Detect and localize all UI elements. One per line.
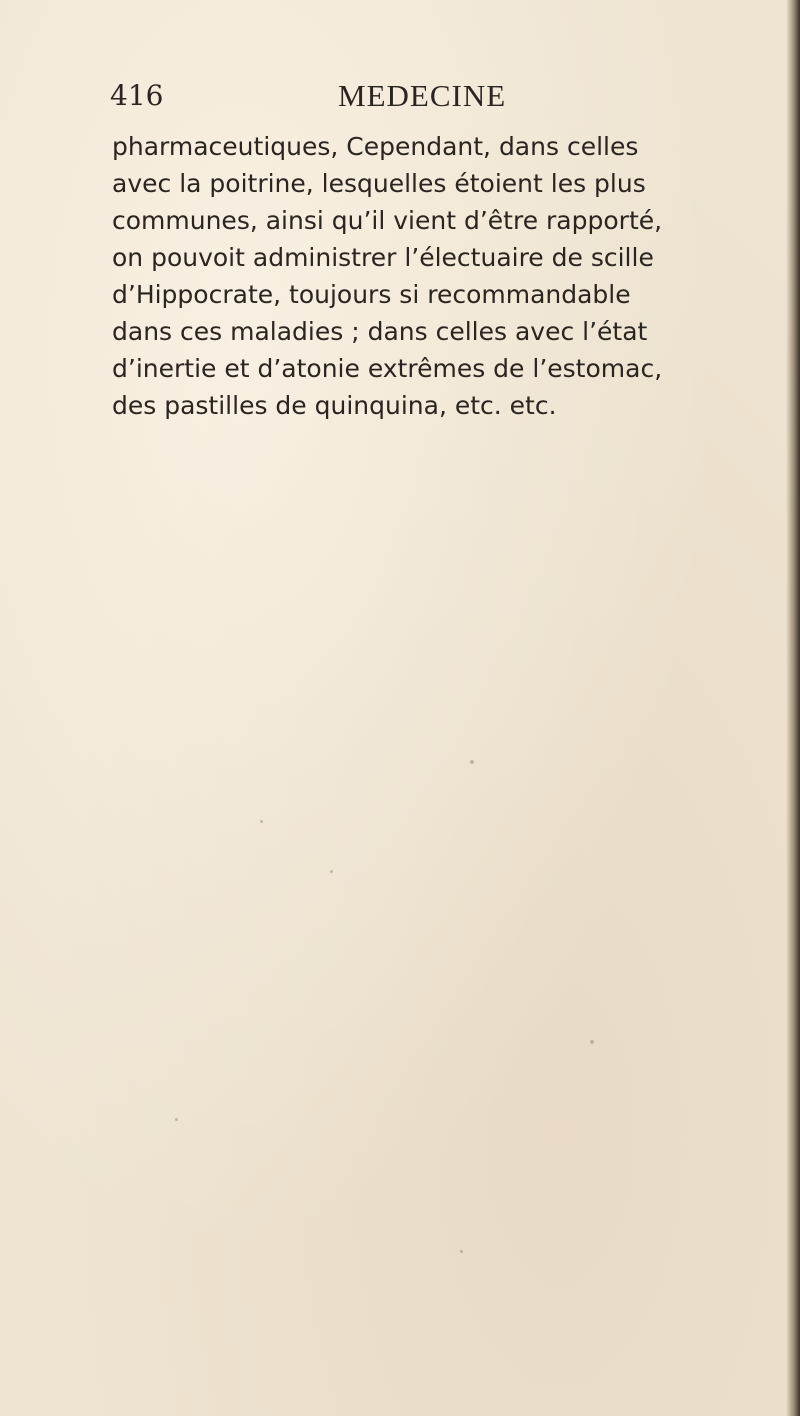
- text-line-7: d’inertie et d’atonie extrêmes de l’estomac,: [112, 354, 663, 383]
- paper-speck: [590, 1040, 594, 1044]
- text-line-6: dans ces maladies ; dans celles avec l’état: [112, 317, 648, 346]
- text-line-4: on pouvoit administrer l’électuaire de scille: [112, 243, 654, 272]
- body-text: [112, 128, 752, 424]
- paper-speck: [260, 820, 263, 823]
- text-line-2: avec la poitrine, lesquelles étoient les plus: [112, 169, 646, 198]
- page-edge-shadow: [786, 0, 800, 1416]
- running-title: MEDECINE: [338, 78, 507, 113]
- text-line-3: communes, ainsi qu’il vient d’être rapporté,: [112, 206, 663, 235]
- text-line-1: pharmaceutiques, Cependant, dans celles: [112, 132, 639, 161]
- page-header: [110, 78, 710, 118]
- paper-speck: [470, 760, 474, 764]
- paper-speck: [460, 1250, 463, 1253]
- text-line-5: d’Hippocrate, toujours si recommandable: [112, 280, 631, 309]
- page-number: 416: [110, 79, 164, 112]
- paper-speck: [330, 870, 333, 873]
- text-line-8: des pastilles de quinquina, etc. etc.: [112, 391, 557, 420]
- paper-speck: [175, 1118, 178, 1121]
